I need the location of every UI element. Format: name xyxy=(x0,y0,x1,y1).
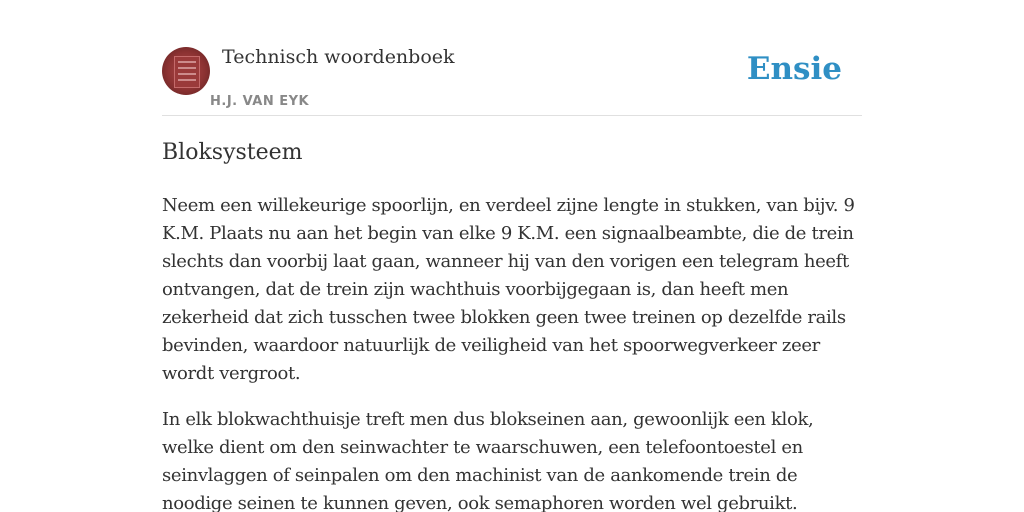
brand-logo[interactable]: Ensie xyxy=(746,51,842,87)
entry-paragraph: In elk blokwachthuisje treft men dus blokseinen aan, gewoonlijk een klok, welke dient om den seinwachter te waarschuwen, een telefoontoestel en seinvlaggen of seinpalen om den machinist van de aankomende trein de noodige seinen te kunnen geven, ook semaphoren worden wel gebruikt. xyxy=(162,409,814,512)
entry-title: Bloksysteem xyxy=(162,140,303,165)
entry-paragraph: Neem een willekeurige spoorlijn, en verdeel zijne lengte in stukken, van bijv. 9 K.M. Plaats nu aan het begin van elke 9 K.M. een signaalbeambte, die de trein slechts dan voorbij laat gaan, wanneer hij van den vorigen een telegram heeft ontvangen, dat de trein zijn wachthuis voorbijgegaan is, dan heeft men zekerheid dat zich tusschen twee blokken geen twee treinen op dezelfde rails bevinden, waardoor natuurlijk de veiligheid van het spoorwegverkeer zeer wordt vergroot. xyxy=(162,195,855,384)
cover-label xyxy=(174,56,200,88)
book-cover-icon[interactable] xyxy=(162,47,210,95)
book-title[interactable]: Technisch woordenboek xyxy=(222,46,455,68)
header xyxy=(162,44,862,116)
author-name[interactable]: H.J. VAN EYK xyxy=(210,94,310,109)
entry-body xyxy=(162,192,862,512)
